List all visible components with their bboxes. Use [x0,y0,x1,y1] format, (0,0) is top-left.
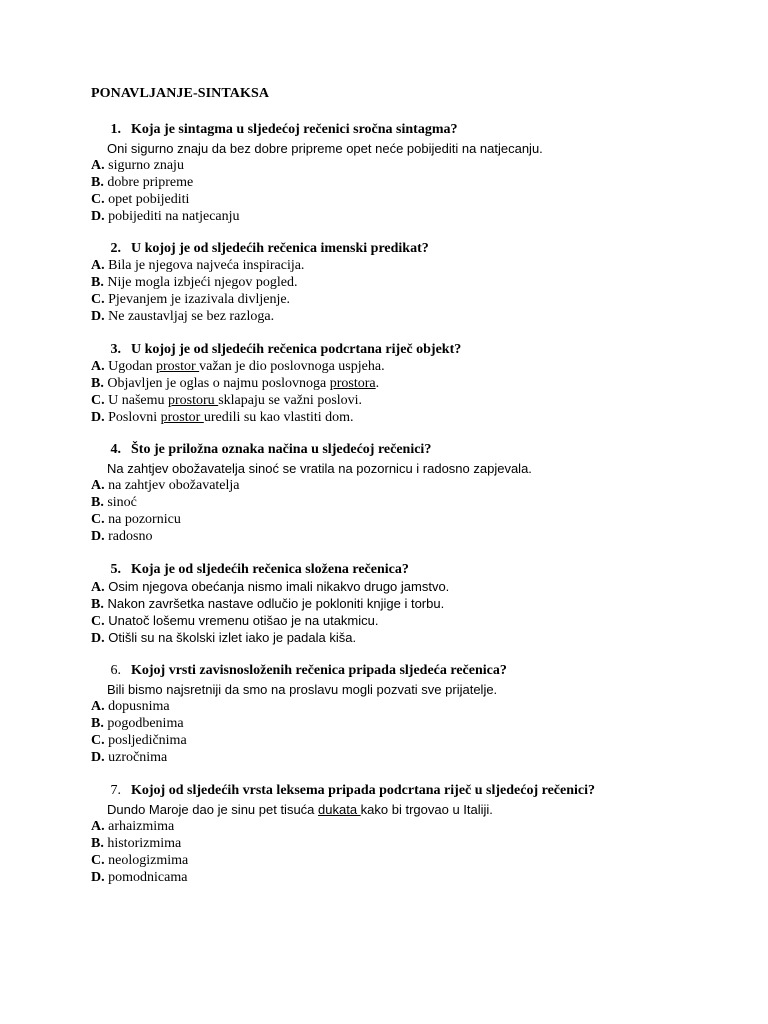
question-1 [91,121,731,225]
example-sentence: Oni sigurno znaju da bez dobre pripreme opet neće pobijediti na natjecanju. [107,141,543,156]
option-d: D. pomodnicama [91,870,188,885]
option-c: C. na pozornicu [91,512,181,527]
question-6 [91,662,731,766]
question-text: Što je priložna oznaka načina u sljedećoj rečenici? [131,442,432,457]
option-d: D. uzročnima [91,750,168,765]
example-sentence: Na zahtjev obožavatelja sinoć se vratila na pozornicu i radosno zapjevala. [107,461,532,476]
option-a: A. na zahtjev obožavatelja [91,478,240,493]
question-number: 3. [110,342,121,357]
option-a: A. arhaizmima [91,819,175,834]
option-a: A. dopusnima [91,699,170,714]
page-title: PONAVLJANJE-SINTAKSA [91,86,270,101]
example-sentence: Bili bismo najsretniji da smo na proslavu mogli pozvati sve prijatelje. [107,682,498,697]
option-b: B. Nakon završetka nastave odlučio je pokloniti knjige i torbu. [91,596,445,612]
question-number: 1. [110,122,121,137]
option-c: C. Pjevanjem je izazivala divljenje. [91,292,291,307]
question-text: U kojoj je od sljedećih rečenica podcrtana riječ objekt? [131,342,462,357]
option-b: B. dobre pripreme [91,175,194,190]
underlined-word: dukata [318,802,361,817]
underlined-word: prostoru [168,393,219,408]
question-number: 5. [110,562,121,577]
option-b: B. historizmima [91,836,182,851]
option-c: C. posljedičnima [91,733,187,748]
question-number: 4. [110,442,121,457]
question-text: Kojoj od sljedećih vrsta leksema pripada podcrtana riječ u sljedećoj rečenici? [131,783,596,798]
option-d: D. Poslovni prostor uredili su kao vlastiti dom. [91,410,354,425]
option-a: A. Osim njegova obećanja nismo imali nikakvo drugo jamstvo. [91,579,450,595]
option-b: B. Nije mogla izbjeći njegov pogled. [91,275,298,290]
option-b: B. pogodbenima [91,716,184,731]
question-2 [91,240,731,325]
option-b: B. sinoć [91,495,137,510]
question-number: 6. [110,663,121,678]
option-d: D. Ne zaustavljaj se bez razloga. [91,309,275,324]
underlined-word: prostor [155,359,200,374]
example-sentence: Dundo Maroje dao je sinu pet tisuća dukata kako bi trgovao u Italiji. [107,802,493,817]
question-5 [91,561,731,646]
question-3 [91,341,731,426]
option-d: D. radosno [91,529,153,544]
question-text: Kojoj vrsti zavisnosloženih rečenica pripada sljedeća rečenica? [131,663,507,678]
option-c: C. neologizmima [91,853,189,868]
question-text: Koja je od sljedećih rečenica složena rečenica? [131,562,409,577]
option-c: C. Unatoč lošemu vremenu otišao je na utakmicu. [91,613,379,629]
option-c: C. opet pobijediti [91,192,190,207]
option-b: B. Objavljen je oglas o najmu poslovnoga prostora. [91,376,380,391]
question-4 [91,441,731,545]
option-a: A. sigurno znaju [91,158,184,173]
underlined-word: prostor [160,410,204,425]
question-text: U kojoj je od sljedećih rečenica imenski predikat? [131,241,429,256]
option-a: A. Ugodan prostor važan je dio poslovnoga uspjeha. [91,359,385,374]
option-a: A. Bila je njegova najveća inspiracija. [91,258,305,273]
question-number: 7. [110,783,121,798]
question-text: Koja je sintagma u sljedećoj rečenici sročna sintagma? [131,122,458,137]
question-number: 2. [110,241,121,256]
option-d: D. Otišli su na školski izlet iako je padala kiša. [91,630,357,646]
underlined-word: prostora [329,376,376,391]
option-d: D. pobijediti na natjecanju [91,209,240,224]
option-c: C. U našemu prostoru sklapaju se važni poslovi. [91,393,363,408]
question-7 [91,782,731,886]
